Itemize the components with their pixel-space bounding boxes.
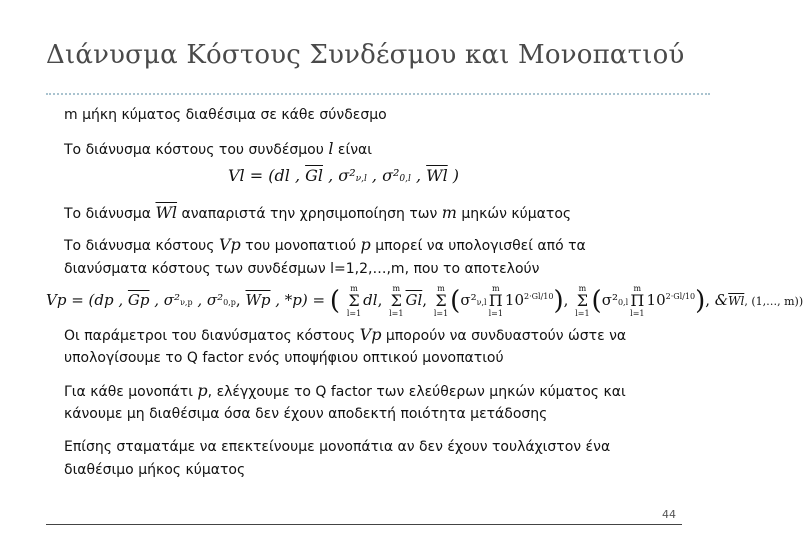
bullet-text-part: αναπαριστά την χρησιμοποίηση των	[177, 206, 442, 222]
bullet-text-part: μηκών κύματος	[456, 206, 572, 222]
bullet-text-part: , ελέγχουμε το Q factor των ελεύθερων μηκών κύματος και	[207, 384, 626, 400]
bullet-text-part: Το διάνυσμα κόστους	[64, 238, 219, 254]
math-var: $\overline{Wl}$	[155, 203, 178, 222]
bullet-text-line2: διανύσματα κόστους των συνδέσμων l=1,2,…,m, που το αποτελούν	[64, 261, 540, 277]
formula-part: )	[447, 166, 460, 185]
formula-part: 10	[504, 291, 525, 309]
formula-part: , σ²	[366, 166, 400, 185]
formula-part: σ²	[460, 291, 477, 309]
formula-part: , σ²	[192, 291, 224, 309]
bullet-text-part: Το διάνυσμα	[64, 206, 156, 222]
title-divider	[46, 93, 710, 95]
formula-sub: ν,p	[180, 298, 193, 307]
formula-sub: 0,l	[399, 174, 411, 184]
math-var: m	[441, 203, 457, 222]
bullet-text-part: του μονοπατιού	[240, 238, 361, 254]
bullet-text-part: μπορεί να υπολογισθεί από τα	[370, 238, 586, 254]
sum-symbol: m Σ l=1	[389, 284, 404, 318]
bullet-text: Επίσης σταματάμε να επεκτείνουμε μονοπάτια αν δεν έχουν τουλάχιστον ένα	[64, 439, 611, 455]
bullet-text-part: Το διάνυσμα κόστους του συνδέσμου	[64, 142, 329, 158]
formula-part: $\overline{Gp}$	[127, 291, 150, 309]
bullet-text	[64, 324, 626, 347]
bullet-text: m μήκη κύματος διαθέσιμα σε κάθε σύνδεσμο	[64, 107, 387, 123]
formula-sub: 0,p	[223, 298, 236, 307]
formula-part: , σ²	[149, 291, 181, 309]
formula-part: $\overline{Wp}$	[245, 291, 271, 309]
formula-part: Vp = (dp ,	[46, 291, 128, 309]
bullet-text	[64, 380, 626, 403]
formula-part: , (1,…, m))	[744, 295, 803, 308]
sum-symbol: m Σ l=1	[346, 284, 362, 318]
prod-symbol: m Π l=1	[488, 284, 503, 318]
bullet-text	[64, 138, 372, 161]
formula-part: , σ²	[323, 166, 356, 185]
page-number: 44	[662, 508, 676, 521]
bullet-text-line2: υπολογίσουμε το Q factor ενός υποψήφιου οπτικού μονοπατιού	[64, 350, 504, 366]
formula-sub: ν,l	[355, 174, 367, 184]
bullet-text	[64, 234, 586, 257]
bullet-text-part: Για κάθε μονοπάτι	[64, 384, 198, 400]
math-var: p	[197, 381, 208, 400]
formula-part: dl	[363, 291, 378, 309]
formula-part: , *p) =	[270, 291, 330, 309]
bullet-text-line2: διαθέσιμο μήκος κύματος	[64, 462, 246, 478]
page-title: Διάνυσμα Κόστους Συνδέσμου και Μονοπατιού	[46, 40, 685, 70]
formula-exp: 2·Gl/10	[665, 292, 696, 301]
bullet-text-part: μπορούν να συνδυαστούν ώστε να	[381, 328, 627, 344]
bullet-text-part: Οι παράμετροι του διανύσματος κόστους	[64, 328, 360, 344]
formula-part: $\overline{Wl}$	[728, 294, 745, 308]
sum-symbol: m Σ l=1	[433, 284, 449, 318]
formula-exp: 2·Gl/10	[524, 292, 554, 301]
formula-part: $\overline{Gl}$	[305, 166, 324, 185]
formula-part: &	[714, 291, 729, 309]
formula-sub: 0,l	[617, 298, 629, 307]
formula-part: Vl = (dl ,	[228, 166, 306, 185]
bullet-text-part: είναι	[333, 142, 372, 158]
prod-symbol: m Π l=1	[630, 284, 645, 318]
math-var: Vp	[218, 235, 241, 254]
math-var: l	[328, 139, 334, 158]
link-cost-formula: Vl = (dl , $\overline{Gl}$ , σ²ν,l , σ²0,l , $\overline{Wl}$ )	[228, 166, 460, 185]
math-var: p	[360, 235, 371, 254]
math-var: Vp	[359, 325, 382, 344]
sum-symbol: m Σ l=1	[575, 284, 590, 318]
formula-part: $\overline{Gl}$	[405, 291, 423, 309]
formula-sub: ν,l	[476, 298, 487, 307]
path-cost-formula: Vp = (dp , $\overline{Gp}$ , σ²ν,p , σ²0,p, $\overline{Wp}$ , *p) = ( m Σ l=1dl, m Σ $l=1\overline{Gl}$, m Σ l=1(σ²ν,lm Π $l=110^{2\cdot Gl/10}$), m Σ l=1(σ²0,lm Π $l=110^{2\cdot Gl/10}$), $\&\overline{Wl}$, (1,…, m))	[46, 284, 803, 318]
formula-part: $\overline{Wl}$	[426, 166, 448, 185]
bullet-text	[64, 202, 571, 225]
formula-part: σ²	[601, 291, 618, 309]
formula-part: 10	[646, 291, 666, 309]
footer-rule	[46, 524, 682, 525]
bullet-text-line2: κάνουμε μη διαθέσιμα όσα δεν έχουν αποδεκτή ποιότητα μετάδοσης	[64, 406, 548, 422]
